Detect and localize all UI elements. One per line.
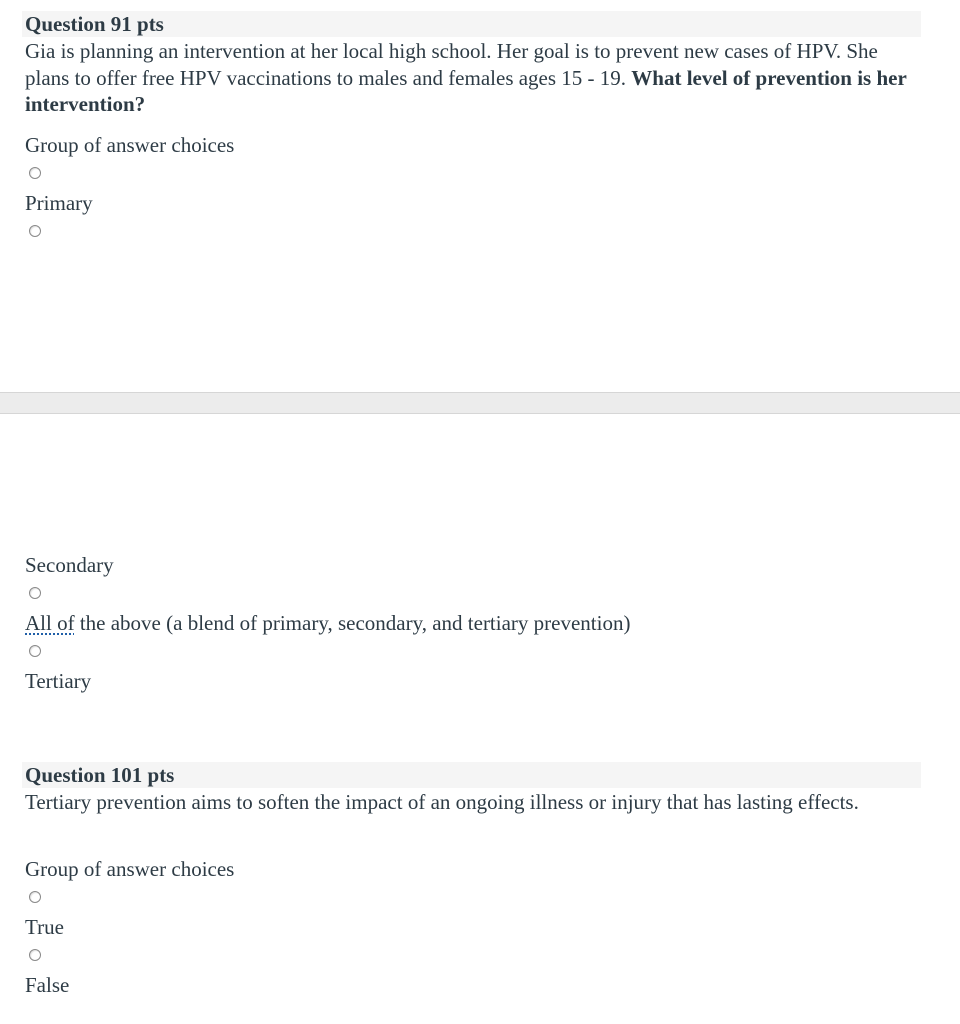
question-9-text-plain: Gia is planning an intervention at her local high school. Her goal is to prevent new cases of HPV. She plans to offer free HPV vaccinations to males and females ages 15 - 19. (25, 39, 878, 90)
answer-all-of-the-above-label[interactable] (25, 610, 630, 636)
answer-primary-label[interactable]: Primary (25, 191, 93, 215)
radio-secondary[interactable] (29, 225, 41, 237)
question-10-text: Tertiary prevention aims to soften the impact of an ongoing illness or injury that has lasting effects. (25, 790, 859, 814)
radio-tertiary[interactable] (29, 645, 41, 657)
answer-all-of-dotted-link[interactable]: All of (25, 611, 75, 635)
question-10-group-label: Group of answer choices (25, 857, 235, 881)
question-9-group-label: Group of answer choices (25, 133, 235, 157)
question-10-header: Question 101 pts (22, 762, 921, 788)
radio-primary[interactable] (29, 167, 41, 179)
answer-true-label[interactable]: True (25, 915, 64, 939)
answer-false-label[interactable]: False (25, 973, 70, 997)
answer-tertiary-label[interactable]: Tertiary (25, 669, 92, 693)
radio-false[interactable] (29, 949, 41, 961)
question-9-text-bold: What level of prevention is her intervention? (25, 65, 907, 116)
question-9-header: Question 91 pts (22, 11, 921, 37)
page-break-divider (0, 392, 960, 414)
radio-true[interactable] (29, 891, 41, 903)
radio-all-of-the-above[interactable] (29, 587, 41, 599)
question-9-text (25, 38, 925, 118)
answer-secondary-label[interactable]: Secondary (25, 553, 114, 577)
answer-all-of-rest: the above (a blend of primary, secondary, and tertiary prevention) (74, 611, 631, 635)
